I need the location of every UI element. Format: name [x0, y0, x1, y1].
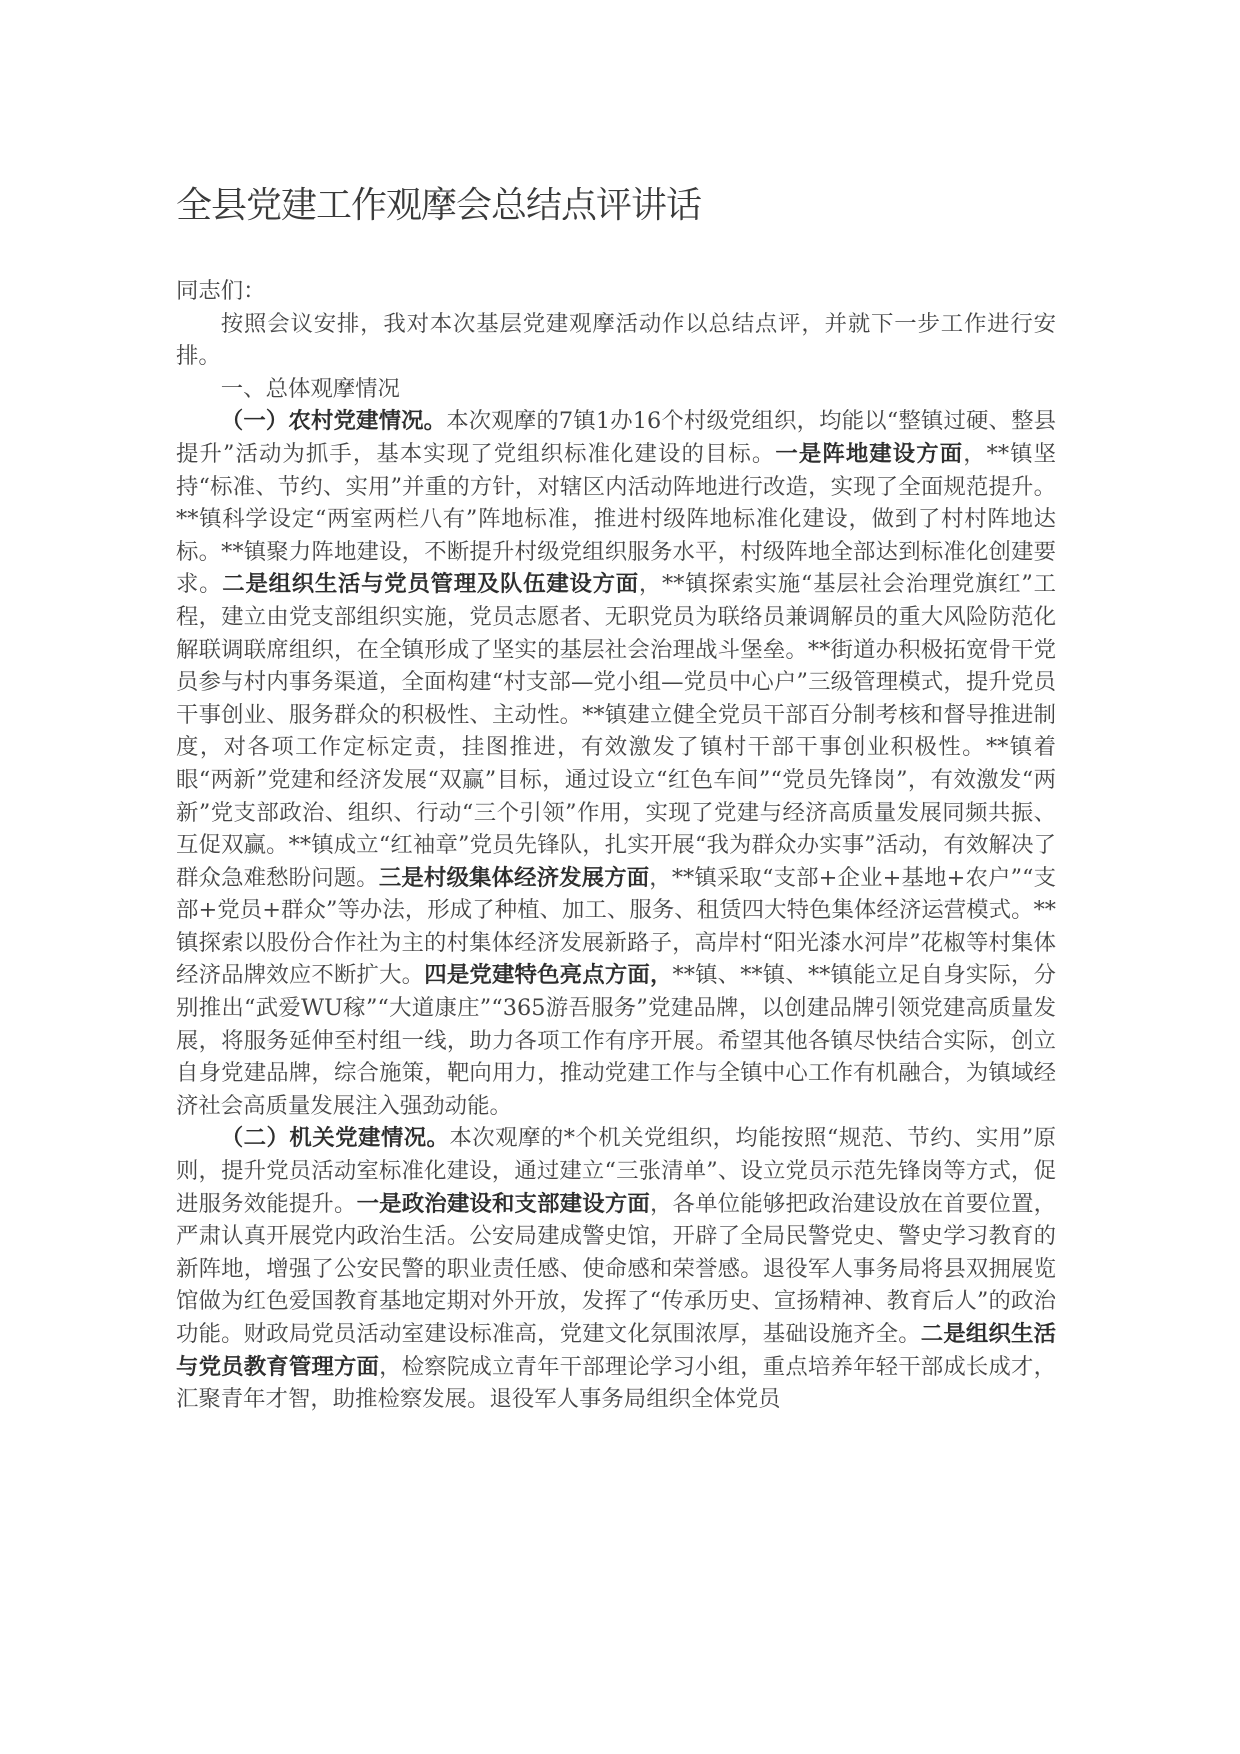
paragraph-text: ，**镇坚持“标准、节约、实用”并重的方针，对辖区内活动阵地进行改造，实现了全面规范提升。**镇科学设定“两室两栏八有”阵地标准，推进村级阵地标准化建设，做到了村村阵地达标。**镇聚力阵地建设，不断提升村级党组织服务水平，村级阵地全部达到标准化创建要求。: [176, 440, 1057, 598]
bold-point: 四是党建特色亮点方面，: [424, 962, 673, 989]
document-body: [176, 275, 1056, 1416]
bold-point: 三是村级集体经济发展方面: [378, 864, 650, 891]
paragraph-text: 本次观摩的7镇1办16个村级党组织，均能以“整镇过硬、整县提升”活动为抓手，基本实现了党组织标准化建设的目标。: [176, 408, 1056, 467]
paragraph-text: ，**镇采取“支部+企业+基地+农户”“支部+党员+群众”等办法，形成了种植、加工、服务、租赁四大特色集体经济运营模式。**镇探索以股份合作社为主的村集体经济发展新路子，高岸村“阳光漆水河岸”花椒等村集体经济品牌效应不断扩大。: [176, 864, 1057, 989]
paragraph-text: **镇、**镇、**镇能立足自身实际，分别推出“武爱WU稼”“大道康庄”“365游吾服务”党建品牌，以创建品牌引领党建高质量发展，将服务延伸至村组一线，助力各项工作有序开展。希望其他各镇尽快结合实际，创立自身党建品牌，综合施策，靶向用力，推动党建工作与全镇中心工作有机融合，为镇域经济社会高质量发展注入强劲动能。: [176, 962, 1057, 1119]
intro-paragraph: 按照会议安排，我对本次基层党建观摩活动作以总结点评，并就下一步工作进行安排。: [176, 310, 1056, 370]
subsection-heading: （一）农村党建情况。: [220, 408, 447, 435]
bold-point: 一是阵地建设方面: [775, 440, 964, 467]
salutation: 同志们：: [176, 278, 266, 304]
bold-point: 一是政治建设和支部建设方面: [356, 1190, 650, 1217]
paragraph-text: 本次观摩的*个机关党组织，均能按照“规范、节约、实用”原则，提升党员活动室标准化建设，通过建立“三张清单”、设立党员示范先锋岗等方式，促进服务效能提升。: [176, 1125, 1057, 1217]
paragraph-text: ，**镇探索实施“基层社会治理党旗红”工程，建立由党支部组织实施，党员志愿者、无职党员为联络员兼调解员的重大风险防范化解联调联席组织，在全镇形成了坚实的基层社会治理战斗堡垒。**街道办积极拓宽骨干党员参与村内事务渠道，全面构建“村支部—党小组—党员中心户”三级管理模式，提升党员干事创业、服务群众的积极性、主动性。**镇建立健全党员干部百分制考核和督导推进制度，对各项工作定标定责，挂图推进，有效激发了镇村干部干事创业积极性。**镇着眼“两新”党建和经济发展“双赢”目标，通过设立“红色车间”“党员先锋岗”，有效激发“两新”党支部政治、组织、行动“三个引领”作用，实现了党建与经济高质量发展同频共振、互促双赢。**镇成立“红袖章”党员先锋队，扎实开展“我为群众办实事”活动，有效解决了群众急难愁盼问题。: [176, 571, 1057, 891]
subsection-heading: （二）机关党建情况。: [220, 1125, 450, 1152]
bold-point: 二是组织生活与党员教育管理方面: [176, 1321, 1056, 1380]
bold-point: 二是组织生活与党员管理及队伍建设方面: [222, 571, 639, 598]
section-heading: 一、总体观摩情况: [220, 375, 400, 402]
document-title: 全县党建工作观摩会总结点评讲话: [176, 185, 702, 226]
paragraph-agency-party-building: [176, 1122, 1056, 1415]
paragraph-text: ，各单位能够把政治建设放在首要位置，严肃认真开展党内政治生活。公安局建成警史馆，开辟了全局民警党史、警史学习教育的新阵地，增强了公安民警的职业责任感、使命感和荣誉感。退役军人事务局将县双拥展览馆做为红色爱国教育基地定期对外开放，发挥了“传承历史、宣扬精神、教育后人”的政治功能。财政局党员活动室建设标准高，党建文化氛围浓厚，基础设施齐全。: [176, 1190, 1057, 1347]
paragraph-text: ，检察院成立青年干部理论学习小组，重点培养年轻干部成长成才，汇聚青年才智，助推检察发展。退役军人事务局组织全体党员: [176, 1353, 1057, 1413]
paragraph-rural-party-building: [176, 405, 1056, 1122]
